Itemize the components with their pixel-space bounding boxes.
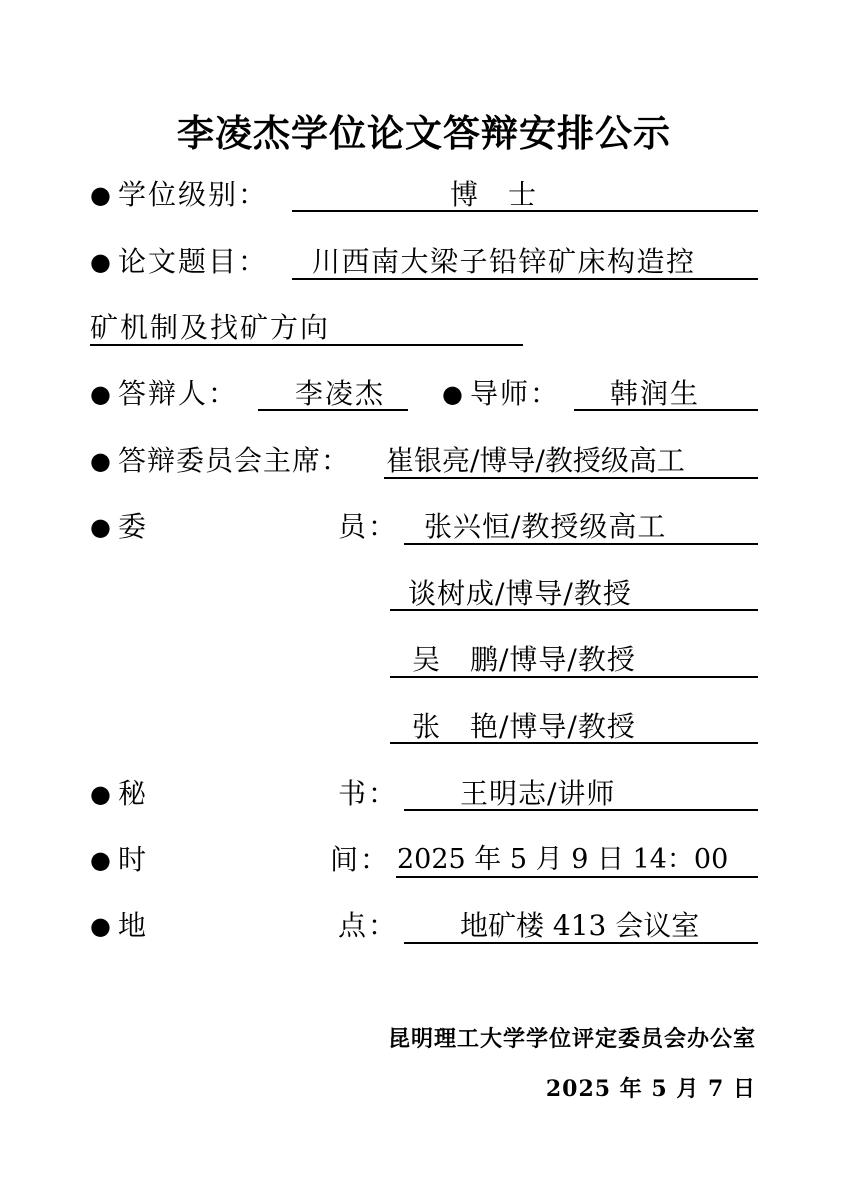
degree-label: 学位级别： [118, 178, 269, 211]
secretary-label-right: 书： [338, 777, 399, 810]
place-underline [404, 942, 758, 944]
thesis-title-line2: 矿机制及找矿方向 [90, 311, 331, 344]
bullet-icon: ● [90, 447, 111, 475]
defender-label: 答辩人： [118, 377, 239, 410]
time-label-right: 间： [330, 843, 391, 876]
supervisor-underline [574, 409, 758, 411]
time-underline [396, 876, 758, 878]
thesis-title-line1: 川西南大梁子铅锌矿床构造控 [312, 245, 696, 278]
place-label-right: 点： [338, 909, 399, 942]
member-1: 张兴恒/教授级高工 [424, 510, 667, 543]
degree-underline [292, 210, 758, 212]
members-label-right: 员： [338, 510, 399, 543]
supervisor-value: 韩润生 [610, 377, 701, 410]
issue-date: 2025 年 5 月 7 日 [545, 1076, 756, 1102]
time-value: 2025 年 5 月 9 日 14：00 [397, 844, 729, 875]
thesis-underline-1 [292, 278, 758, 280]
secretary-value: 王明志/讲师 [460, 777, 616, 810]
secretary-label-left: 秘 [118, 777, 149, 810]
thesis-underline-2 [90, 344, 523, 346]
member-3: 吴 鹏/博导/教授 [412, 643, 636, 676]
bullet-icon: ● [90, 846, 111, 874]
bullet-icon: ● [90, 912, 111, 940]
member-2-underline [390, 609, 758, 611]
member-1-underline [404, 543, 758, 545]
defender-underline [258, 409, 408, 411]
time-label-left: 时 [118, 843, 149, 876]
bullet-icon: ● [90, 780, 111, 808]
bullet-icon: ● [90, 513, 111, 541]
defender-value: 李凌杰 [295, 377, 386, 410]
bullet-icon: ● [442, 380, 463, 408]
chair-value: 崔银亮/博导/教授级高工 [386, 444, 685, 477]
member-4: 张 艳/博导/教授 [412, 710, 636, 743]
issuing-office: 昆明理工大学学位评定委员会办公室 [387, 1026, 756, 1052]
bullet-icon: ● [90, 380, 111, 408]
thesis-label: 论文题目： [118, 245, 269, 278]
chair-underline [384, 477, 758, 479]
bullet-icon: ● [90, 181, 111, 209]
degree-value: 博 士 [450, 178, 538, 211]
chair-label: 答辩委员会主席： [118, 444, 351, 477]
place-value: 地矿楼 413 会议室 [460, 909, 700, 942]
page-title: 李凌杰学位论文答辩安排公示 [177, 112, 671, 155]
secretary-underline [404, 809, 758, 811]
member-2: 谈树成/博导/教授 [408, 577, 632, 610]
member-4-underline [390, 742, 758, 744]
member-3-underline [390, 676, 758, 678]
bullet-icon: ● [90, 248, 111, 276]
supervisor-label: 导师： [470, 377, 561, 410]
members-label-left: 委 [118, 510, 149, 543]
place-label-left: 地 [118, 909, 149, 942]
